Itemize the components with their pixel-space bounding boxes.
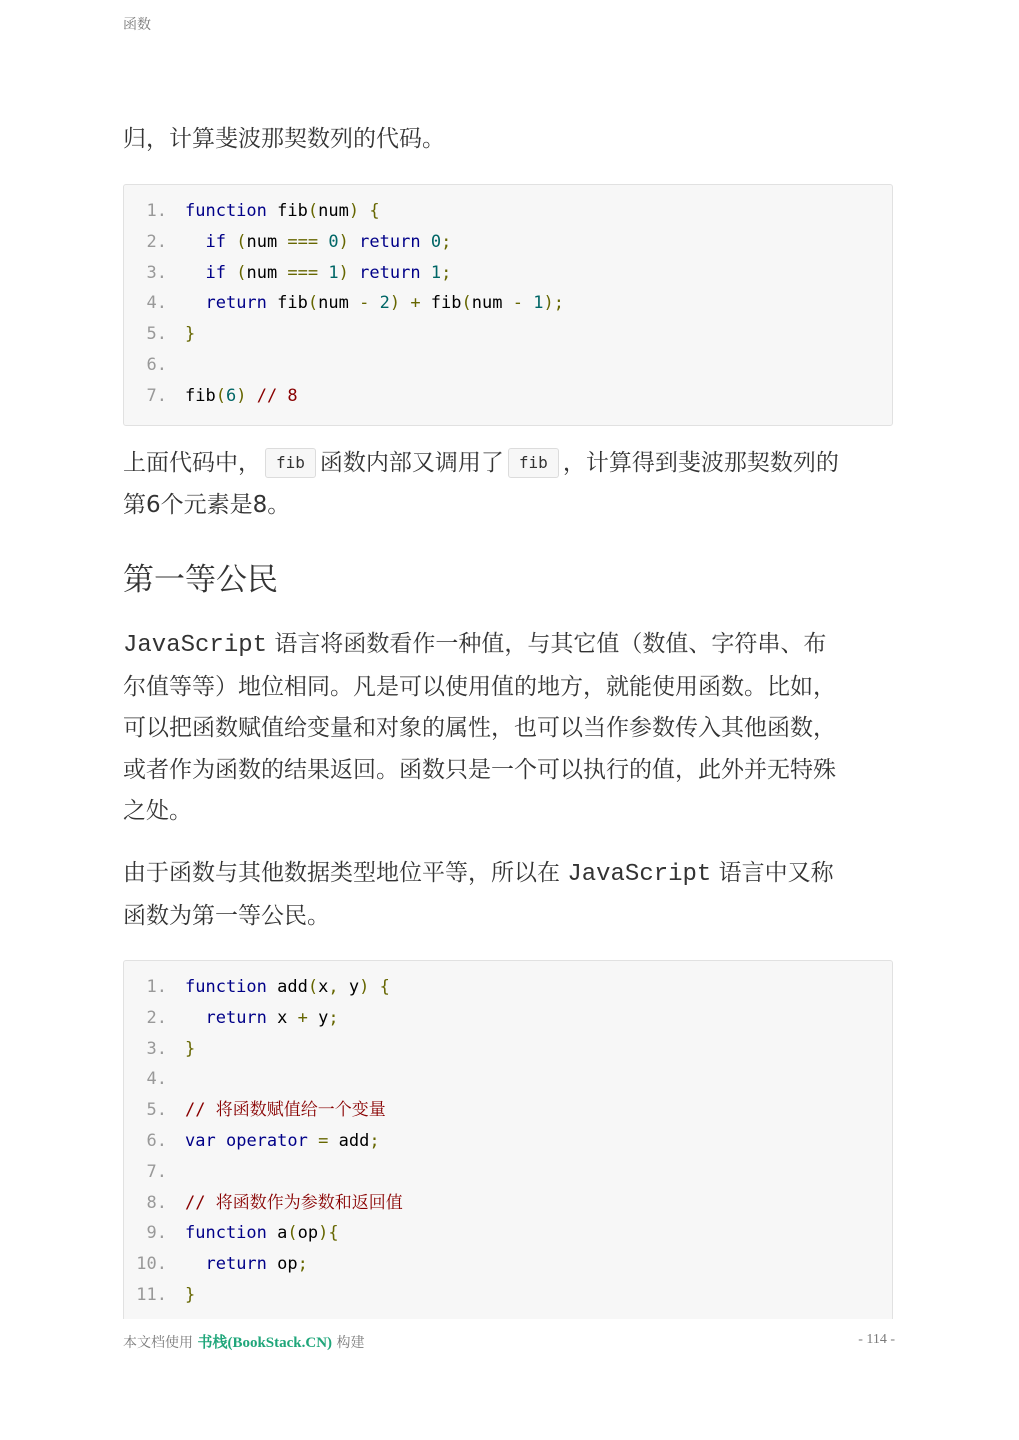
code-line bbox=[124, 1095, 892, 1126]
code-token bbox=[369, 293, 379, 313]
code-token bbox=[226, 232, 236, 252]
code-token: num bbox=[471, 293, 513, 314]
footer-suffix: 构建 bbox=[332, 1335, 365, 1351]
code-token: ( bbox=[461, 293, 472, 314]
code-token: ) bbox=[338, 231, 349, 252]
code-token: operator bbox=[225, 1130, 308, 1151]
code-line bbox=[124, 1218, 892, 1249]
code-token: op bbox=[297, 1223, 319, 1244]
code-token: ; bbox=[441, 262, 452, 283]
code-line bbox=[124, 1034, 892, 1065]
code-token: = bbox=[318, 1130, 329, 1151]
code-token: ) bbox=[338, 262, 349, 283]
footer-credit bbox=[123, 1331, 365, 1352]
inline-code-fib: fib bbox=[265, 448, 316, 478]
code-line bbox=[124, 288, 892, 319]
code-token: // 将函数赋值给一个变量 bbox=[185, 1100, 386, 1121]
code-token: return bbox=[205, 293, 267, 314]
fib-explanation-line-2: 第6个元素是8。 bbox=[123, 491, 291, 518]
first-class-line-2: 尔值等等）地位相同。凡是可以使用值的地方，就能使用函数。比如， bbox=[123, 673, 836, 700]
code-token: } bbox=[185, 1038, 196, 1059]
javascript-term: JavaScript bbox=[123, 632, 268, 659]
code-token bbox=[318, 263, 328, 283]
line-number: 9. bbox=[146, 1223, 167, 1244]
code-token: return bbox=[359, 231, 421, 252]
code-token: num bbox=[318, 201, 349, 221]
code-text bbox=[185, 972, 390, 1003]
line-number: 2. bbox=[146, 1007, 167, 1028]
code-token: } bbox=[185, 324, 196, 345]
code-token: x bbox=[318, 977, 329, 997]
code-token bbox=[523, 293, 533, 313]
code-token: function bbox=[185, 1223, 267, 1244]
first-class-line-1 bbox=[123, 624, 895, 667]
code-text bbox=[185, 1034, 195, 1065]
code-token: ; bbox=[441, 231, 452, 252]
first-class-line-4: 或者作为函数的结果返回。函数只是一个可以执行的值，此外并无特殊 bbox=[123, 756, 836, 783]
code-token: fib bbox=[266, 201, 308, 221]
code-text bbox=[185, 1003, 339, 1034]
code-token: op bbox=[266, 1254, 298, 1275]
code-token: ( bbox=[307, 201, 319, 221]
code-token bbox=[318, 232, 328, 252]
code-token: 1 bbox=[328, 262, 339, 283]
code-line bbox=[124, 227, 892, 258]
code-token: + bbox=[410, 293, 421, 314]
code-token: a bbox=[266, 1223, 288, 1244]
code-token: if bbox=[205, 262, 226, 283]
code-token: ( bbox=[307, 977, 319, 997]
code-token: { bbox=[379, 977, 390, 997]
first-class-line-3: 可以把函数赋值给变量和对象的属性，也可以当作参数传入其他函数， bbox=[123, 715, 836, 741]
line-number: 7. bbox=[146, 1161, 167, 1182]
line-number: 4. bbox=[146, 293, 167, 314]
code-text bbox=[185, 319, 195, 350]
first-class-line-5: 之处。 bbox=[123, 798, 192, 824]
code-token: 1 bbox=[430, 262, 442, 283]
code-text bbox=[185, 227, 451, 258]
line-number: 10. bbox=[136, 1254, 167, 1275]
code-line bbox=[124, 1188, 892, 1219]
code-token: // 8 bbox=[256, 385, 298, 406]
code-token: var bbox=[185, 1130, 216, 1151]
code-token: x bbox=[266, 1007, 298, 1028]
code-token bbox=[226, 263, 236, 283]
code-token: return bbox=[205, 1254, 267, 1275]
code-token bbox=[349, 232, 359, 252]
code-token: function bbox=[185, 977, 267, 997]
code-line bbox=[124, 196, 892, 227]
code-token: ; bbox=[369, 1130, 380, 1151]
code-line bbox=[124, 1064, 892, 1095]
code-token: ) bbox=[389, 293, 401, 314]
line-number: 2. bbox=[146, 231, 167, 252]
code-token: y bbox=[307, 1007, 329, 1028]
code-text bbox=[185, 258, 451, 289]
footer-brand-link[interactable]: 书栈(BookStack.CN) bbox=[197, 1335, 333, 1351]
code-text bbox=[185, 1188, 403, 1219]
text-run: 语言中又称 bbox=[711, 860, 834, 886]
code-token: , bbox=[328, 977, 339, 997]
code-line bbox=[124, 258, 892, 289]
page-number: - 114 - bbox=[858, 1332, 895, 1347]
code-token: add bbox=[266, 977, 308, 997]
code-line bbox=[124, 350, 892, 381]
code-token bbox=[359, 201, 369, 221]
code-token: fib bbox=[420, 293, 462, 314]
running-header-title: 函数 bbox=[123, 17, 151, 33]
code-token bbox=[216, 1131, 226, 1151]
text-run: 函数内部又调用了 bbox=[319, 450, 504, 476]
code-text bbox=[185, 1126, 380, 1157]
code-token: fib bbox=[266, 293, 308, 314]
code-token: ) bbox=[236, 385, 247, 406]
code-token: 2 bbox=[379, 293, 390, 314]
line-number: 3. bbox=[146, 262, 167, 283]
code-line bbox=[124, 1126, 892, 1157]
code-token: ( bbox=[236, 231, 247, 252]
code-token bbox=[349, 263, 359, 283]
code-token: y bbox=[338, 977, 360, 997]
code-token: add bbox=[328, 1130, 370, 1151]
code-token bbox=[421, 263, 431, 283]
code-text bbox=[185, 288, 564, 319]
code-token: num bbox=[246, 262, 288, 283]
code-token: ( bbox=[236, 262, 247, 283]
code-token: 0 bbox=[328, 231, 339, 252]
text-run: 语言将函数看作一种值，与其它值（数值、字符串、布 bbox=[267, 631, 827, 657]
line-number: 5. bbox=[146, 1100, 167, 1121]
section-heading: 第一等公民 bbox=[123, 562, 278, 598]
code-token bbox=[185, 263, 205, 283]
code-token: num bbox=[318, 293, 360, 314]
code-text bbox=[185, 196, 380, 227]
code-token: + bbox=[297, 1007, 308, 1028]
code-token: { bbox=[369, 201, 380, 221]
code-token: ( bbox=[215, 385, 226, 406]
footer-prefix: 本文档使用 bbox=[123, 1335, 198, 1351]
code-token: 0 bbox=[430, 231, 442, 252]
text-run: 由于函数与其他数据类型地位平等，所以在 bbox=[123, 860, 568, 886]
code-text bbox=[185, 381, 298, 412]
line-number: 1. bbox=[146, 201, 167, 221]
code-token bbox=[185, 1008, 205, 1028]
code-token: } bbox=[185, 1284, 196, 1305]
javascript-term: JavaScript bbox=[567, 861, 712, 888]
code-token: ; bbox=[328, 1007, 339, 1028]
line-number: 6. bbox=[146, 354, 167, 375]
code-token: - bbox=[359, 293, 370, 314]
code-token: === bbox=[287, 231, 319, 252]
code-text bbox=[185, 1249, 308, 1280]
line-number: 11. bbox=[136, 1284, 167, 1305]
code-token: ); bbox=[543, 293, 564, 314]
code-token: - bbox=[512, 293, 523, 314]
fib-explanation-paragraph bbox=[123, 443, 895, 526]
equal-status-paragraph bbox=[123, 853, 895, 937]
code-text bbox=[185, 1218, 339, 1249]
code-token: num bbox=[246, 231, 288, 252]
code-token bbox=[185, 232, 205, 252]
code-token: ( bbox=[307, 293, 319, 314]
code-text bbox=[185, 1095, 386, 1126]
code-token: ; bbox=[297, 1254, 308, 1275]
code-block-fib bbox=[123, 184, 893, 426]
line-number: 8. bbox=[146, 1192, 167, 1213]
code-line bbox=[124, 972, 892, 1003]
equal-status-line-2: 函数为第一等公民。 bbox=[123, 902, 330, 929]
code-token bbox=[400, 293, 410, 313]
code-line bbox=[124, 381, 892, 412]
intro-paragraph-tail: 归，计算斐波那契数列的代码。 bbox=[123, 126, 445, 152]
line-number: 7. bbox=[146, 385, 167, 406]
code-line bbox=[124, 319, 892, 350]
code-line bbox=[124, 1249, 892, 1280]
code-token: ){ bbox=[318, 1223, 339, 1244]
code-token: if bbox=[205, 231, 226, 252]
line-number: 4. bbox=[146, 1069, 167, 1090]
code-token bbox=[185, 293, 205, 313]
code-token: fib bbox=[185, 385, 216, 406]
code-token: ) bbox=[359, 977, 370, 997]
code-line bbox=[124, 1003, 892, 1034]
code-token: function bbox=[185, 201, 267, 221]
text-run: ，计算得到斐波那契数列的 bbox=[562, 450, 839, 476]
code-text bbox=[185, 1280, 195, 1311]
text-run: 上面代码中， bbox=[123, 450, 261, 476]
code-token bbox=[308, 1131, 318, 1151]
code-token bbox=[246, 386, 256, 406]
line-number: 1. bbox=[146, 977, 167, 997]
inline-code-fib: fib bbox=[508, 448, 559, 478]
code-token: 1 bbox=[533, 293, 544, 314]
equal-status-line-1 bbox=[123, 853, 895, 896]
code-token: return bbox=[205, 1007, 267, 1028]
line-number: 6. bbox=[146, 1130, 167, 1151]
code-token: === bbox=[287, 262, 319, 283]
first-class-paragraph bbox=[123, 624, 895, 833]
code-block-add bbox=[123, 960, 893, 1319]
code-token: // 将函数作为参数和返回值 bbox=[185, 1192, 403, 1213]
code-token bbox=[185, 1254, 205, 1274]
code-token: return bbox=[359, 262, 421, 283]
line-number: 5. bbox=[146, 324, 167, 345]
code-token: ( bbox=[287, 1223, 298, 1244]
code-token: ) bbox=[348, 201, 360, 221]
code-token: 6 bbox=[225, 385, 237, 406]
line-number: 3. bbox=[146, 1038, 167, 1059]
code-line bbox=[124, 1157, 892, 1188]
fib-explanation-line-1 bbox=[123, 443, 895, 485]
code-token bbox=[421, 232, 431, 252]
code-token bbox=[369, 977, 379, 997]
code-line bbox=[124, 1280, 892, 1311]
